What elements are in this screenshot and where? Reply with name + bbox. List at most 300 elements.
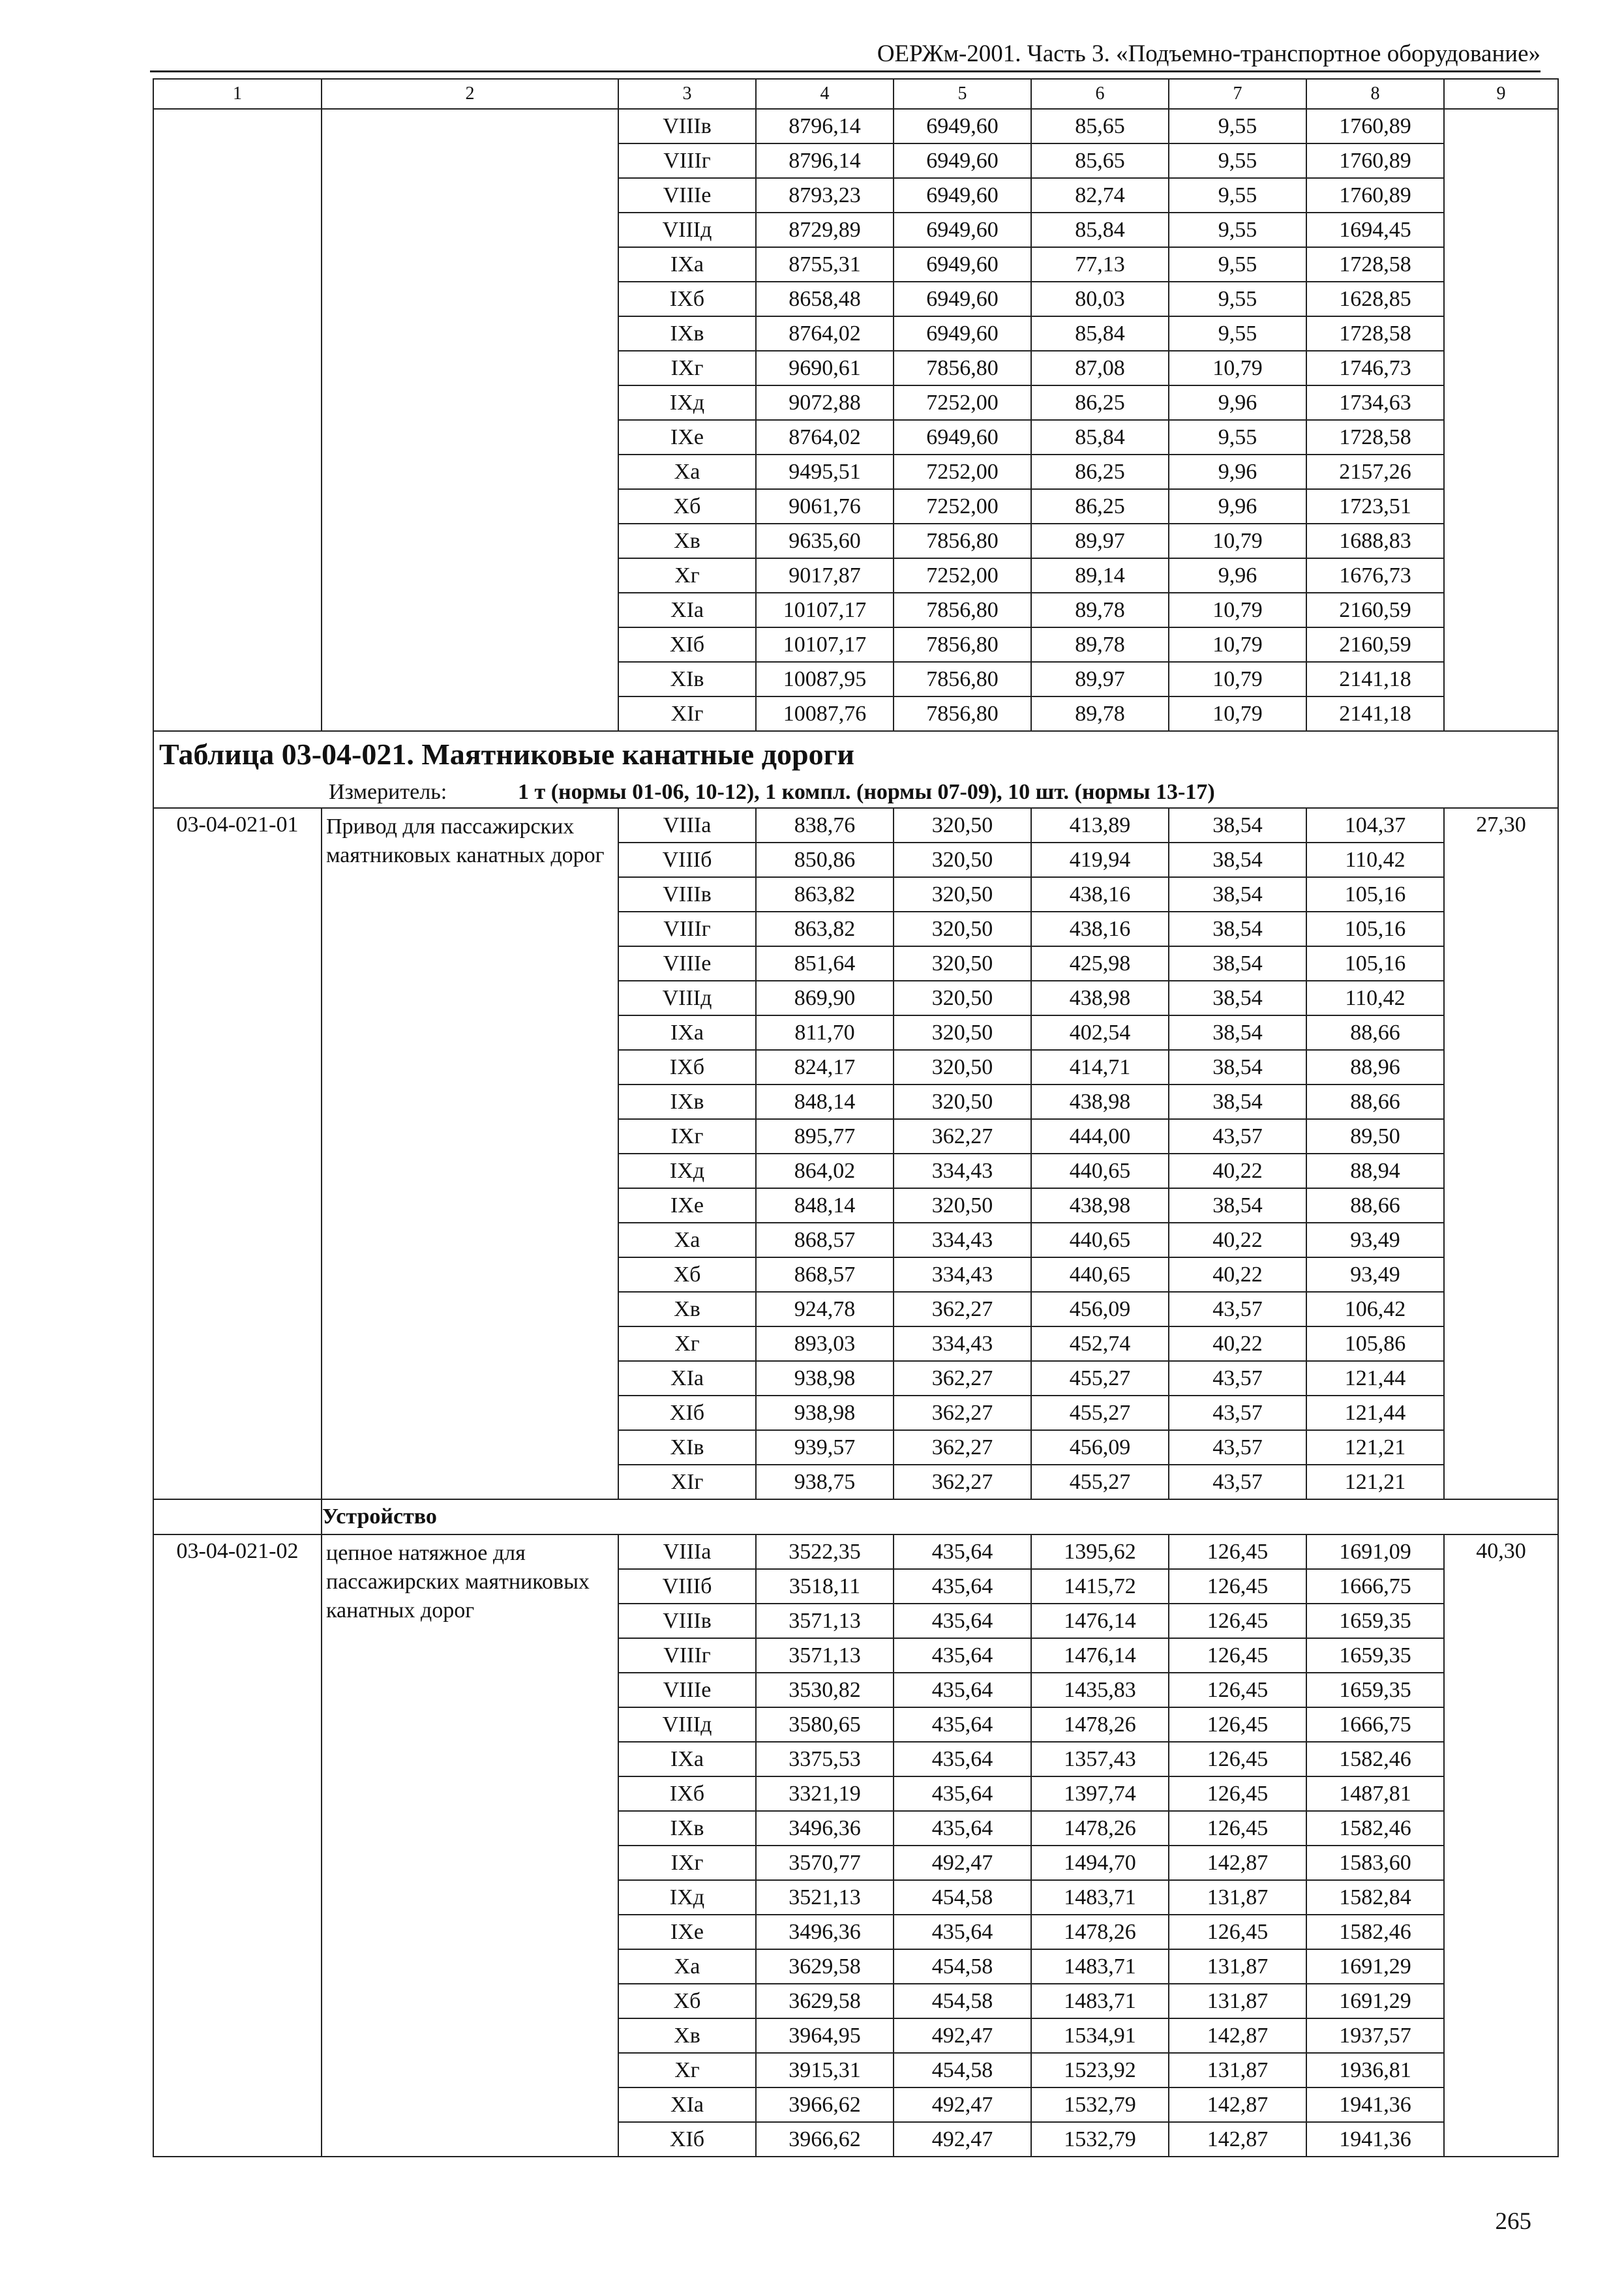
- value-cell: 334,43: [894, 1223, 1031, 1257]
- norm-code-cell: 03-04-021-01: [153, 808, 322, 1499]
- value-cell: 8796,14: [756, 143, 894, 178]
- value-cell: 320,50: [894, 1015, 1031, 1050]
- value-cell: 454,58: [894, 2053, 1031, 2087]
- value-cell: 454,58: [894, 1880, 1031, 1915]
- value-cell: 8658,48: [756, 282, 894, 316]
- zone-cell: IXе: [618, 1915, 756, 1949]
- col9-cell: 40,30: [1444, 1534, 1558, 2157]
- value-cell: 1483,71: [1031, 1949, 1169, 1984]
- value-cell: 334,43: [894, 1326, 1031, 1361]
- value-cell: 142,87: [1169, 2122, 1306, 2157]
- col-number: 3: [618, 79, 756, 109]
- value-cell: 3580,65: [756, 1707, 894, 1742]
- value-cell: 435,64: [894, 1811, 1031, 1846]
- zone-cell: VIIIа: [618, 808, 756, 843]
- table-title: Таблица 03-04-021. Маятниковые канатные дороги: [153, 731, 1558, 777]
- value-cell: 7856,80: [894, 593, 1031, 627]
- zone-cell: XIг: [618, 696, 756, 731]
- value-cell: 9,55: [1169, 213, 1306, 247]
- zone-cell: IXа: [618, 1742, 756, 1776]
- value-cell: 362,27: [894, 1119, 1031, 1154]
- value-cell: 3530,82: [756, 1673, 894, 1707]
- value-cell: 3964,95: [756, 2018, 894, 2053]
- value-cell: 6949,60: [894, 247, 1031, 282]
- value-cell: 3571,13: [756, 1638, 894, 1673]
- value-cell: 3966,62: [756, 2122, 894, 2157]
- value-cell: 1478,26: [1031, 1811, 1169, 1846]
- value-cell: 89,78: [1031, 627, 1169, 662]
- value-cell: 1666,75: [1306, 1569, 1444, 1604]
- value-cell: 1582,46: [1306, 1811, 1444, 1846]
- value-cell: 3375,53: [756, 1742, 894, 1776]
- value-cell: 105,86: [1306, 1326, 1444, 1361]
- col-number: 2: [322, 79, 618, 109]
- value-cell: 43,57: [1169, 1465, 1306, 1499]
- value-cell: 43,57: [1169, 1396, 1306, 1430]
- value-cell: 440,65: [1031, 1257, 1169, 1292]
- value-cell: 142,87: [1169, 2018, 1306, 2053]
- value-cell: 3496,36: [756, 1811, 894, 1846]
- value-cell: 93,49: [1306, 1257, 1444, 1292]
- value-cell: 435,64: [894, 1673, 1031, 1707]
- section-label: Устройство: [322, 1499, 1558, 1534]
- value-cell: 1478,26: [1031, 1915, 1169, 1949]
- value-cell: 7252,00: [894, 385, 1031, 420]
- value-cell: 9,55: [1169, 316, 1306, 351]
- value-cell: 89,78: [1031, 696, 1169, 731]
- value-cell: 9,96: [1169, 489, 1306, 524]
- zone-cell: Xв: [618, 1292, 756, 1326]
- value-cell: 3321,19: [756, 1776, 894, 1811]
- value-cell: 435,64: [894, 1707, 1031, 1742]
- value-cell: 893,03: [756, 1326, 894, 1361]
- rates-table: [153, 78, 1559, 2157]
- value-cell: 334,43: [894, 1257, 1031, 1292]
- value-cell: 6949,60: [894, 420, 1031, 455]
- value-cell: 142,87: [1169, 2087, 1306, 2122]
- value-cell: 8755,31: [756, 247, 894, 282]
- value-cell: 850,86: [756, 843, 894, 877]
- value-cell: 362,27: [894, 1292, 1031, 1326]
- value-cell: 10,79: [1169, 593, 1306, 627]
- value-cell: 9,55: [1169, 143, 1306, 178]
- zone-cell: IXб: [618, 1776, 756, 1811]
- measure-cell: [153, 777, 1558, 808]
- zone-cell: VIIIа: [618, 1534, 756, 1569]
- value-cell: 320,50: [894, 877, 1031, 912]
- value-cell: 10087,95: [756, 662, 894, 696]
- value-cell: 2141,18: [1306, 662, 1444, 696]
- value-cell: 121,44: [1306, 1396, 1444, 1430]
- value-cell: 38,54: [1169, 981, 1306, 1015]
- value-cell: 1746,73: [1306, 351, 1444, 385]
- value-cell: 85,84: [1031, 420, 1169, 455]
- value-cell: 106,42: [1306, 1292, 1444, 1326]
- value-cell: 131,87: [1169, 1880, 1306, 1915]
- value-cell: 1415,72: [1031, 1569, 1169, 1604]
- value-cell: 10107,17: [756, 593, 894, 627]
- value-cell: 1483,71: [1031, 1984, 1169, 2018]
- zone-cell: Xб: [618, 1257, 756, 1292]
- value-cell: 38,54: [1169, 1015, 1306, 1050]
- value-cell: 1478,26: [1031, 1707, 1169, 1742]
- value-cell: 435,64: [894, 1915, 1031, 1949]
- value-cell: 1688,83: [1306, 524, 1444, 558]
- value-cell: 126,45: [1169, 1569, 1306, 1604]
- value-cell: 1728,58: [1306, 316, 1444, 351]
- value-cell: 1941,36: [1306, 2087, 1444, 2122]
- value-cell: 9,96: [1169, 558, 1306, 593]
- value-cell: 320,50: [894, 843, 1031, 877]
- page-header: ОЕРЖм-2001. Часть 3. «Подъемно-транспортное оборудование»: [877, 40, 1541, 67]
- value-cell: 492,47: [894, 2087, 1031, 2122]
- value-cell: 38,54: [1169, 946, 1306, 981]
- zone-cell: IXг: [618, 351, 756, 385]
- value-cell: 320,50: [894, 1050, 1031, 1085]
- zone-cell: Xб: [618, 1984, 756, 2018]
- value-cell: 435,64: [894, 1604, 1031, 1638]
- value-cell: 8796,14: [756, 109, 894, 143]
- value-cell: 38,54: [1169, 1085, 1306, 1119]
- measure-value: 1 т (нормы 01-06, 10-12), 1 компл. (нормы 07-09), 10 шт. (нормы 13-17): [518, 780, 1215, 804]
- value-cell: 7252,00: [894, 558, 1031, 593]
- value-cell: 869,90: [756, 981, 894, 1015]
- value-cell: 1728,58: [1306, 420, 1444, 455]
- zone-cell: Xг: [618, 2053, 756, 2087]
- value-cell: 895,77: [756, 1119, 894, 1154]
- value-cell: 2141,18: [1306, 696, 1444, 731]
- value-cell: 455,27: [1031, 1465, 1169, 1499]
- value-cell: 7252,00: [894, 489, 1031, 524]
- value-cell: 1760,89: [1306, 143, 1444, 178]
- value-cell: 402,54: [1031, 1015, 1169, 1050]
- value-cell: 1395,62: [1031, 1534, 1169, 1569]
- value-cell: 435,64: [894, 1638, 1031, 1673]
- value-cell: 85,65: [1031, 143, 1169, 178]
- col9-cell: 27,30: [1444, 808, 1558, 1499]
- zone-cell: Xг: [618, 1326, 756, 1361]
- value-cell: 454,58: [894, 1949, 1031, 1984]
- value-cell: 3915,31: [756, 2053, 894, 2087]
- value-cell: 938,75: [756, 1465, 894, 1499]
- norm-name-cell: [322, 109, 618, 731]
- value-cell: 89,50: [1306, 1119, 1444, 1154]
- zone-cell: IXд: [618, 1154, 756, 1188]
- value-cell: 121,21: [1306, 1465, 1444, 1499]
- value-cell: 435,64: [894, 1742, 1031, 1776]
- zone-cell: IXа: [618, 247, 756, 282]
- value-cell: 455,27: [1031, 1361, 1169, 1396]
- value-cell: 1435,83: [1031, 1673, 1169, 1707]
- value-cell: 320,50: [894, 1085, 1031, 1119]
- zone-cell: VIIIг: [618, 143, 756, 178]
- value-cell: 6949,60: [894, 316, 1031, 351]
- value-cell: 1532,79: [1031, 2122, 1169, 2157]
- value-cell: 7856,80: [894, 524, 1031, 558]
- value-cell: 3629,58: [756, 1949, 894, 1984]
- value-cell: 38,54: [1169, 843, 1306, 877]
- value-cell: 362,27: [894, 1396, 1031, 1430]
- value-cell: 1659,35: [1306, 1638, 1444, 1673]
- value-cell: 43,57: [1169, 1361, 1306, 1396]
- value-cell: 10,79: [1169, 627, 1306, 662]
- value-cell: 80,03: [1031, 282, 1169, 316]
- value-cell: 452,74: [1031, 1326, 1169, 1361]
- value-cell: 3966,62: [756, 2087, 894, 2122]
- zone-cell: VIIIе: [618, 178, 756, 213]
- value-cell: 444,00: [1031, 1119, 1169, 1154]
- value-cell: 438,16: [1031, 912, 1169, 946]
- value-cell: 1734,63: [1306, 385, 1444, 420]
- value-cell: 1483,71: [1031, 1880, 1169, 1915]
- zone-cell: Xа: [618, 1949, 756, 1984]
- value-cell: 3570,77: [756, 1846, 894, 1880]
- zone-cell: IXб: [618, 1050, 756, 1085]
- value-cell: 88,66: [1306, 1085, 1444, 1119]
- col-number: 4: [756, 79, 894, 109]
- value-cell: 131,87: [1169, 1949, 1306, 1984]
- value-cell: 9,55: [1169, 282, 1306, 316]
- zone-cell: VIIIв: [618, 109, 756, 143]
- value-cell: 6949,60: [894, 213, 1031, 247]
- value-cell: 9495,51: [756, 455, 894, 489]
- value-cell: 455,27: [1031, 1396, 1169, 1430]
- value-cell: 10,79: [1169, 662, 1306, 696]
- zone-cell: VIIIе: [618, 1673, 756, 1707]
- value-cell: 9690,61: [756, 351, 894, 385]
- value-cell: 2157,26: [1306, 455, 1444, 489]
- norm-code-cell: 03-04-021-02: [153, 1534, 322, 2157]
- value-cell: 10107,17: [756, 627, 894, 662]
- value-cell: 77,13: [1031, 247, 1169, 282]
- zone-cell: IXв: [618, 316, 756, 351]
- value-cell: 362,27: [894, 1361, 1031, 1396]
- value-cell: 126,45: [1169, 1776, 1306, 1811]
- value-cell: 3496,36: [756, 1915, 894, 1949]
- value-cell: 110,42: [1306, 843, 1444, 877]
- value-cell: 1659,35: [1306, 1673, 1444, 1707]
- value-cell: 1676,73: [1306, 558, 1444, 593]
- value-cell: 104,37: [1306, 808, 1444, 843]
- zone-cell: IXв: [618, 1085, 756, 1119]
- value-cell: 863,82: [756, 912, 894, 946]
- value-cell: 9072,88: [756, 385, 894, 420]
- value-cell: 868,57: [756, 1257, 894, 1292]
- value-cell: 86,25: [1031, 455, 1169, 489]
- value-cell: 7252,00: [894, 455, 1031, 489]
- value-cell: 320,50: [894, 808, 1031, 843]
- value-cell: 1936,81: [1306, 2053, 1444, 2087]
- zone-cell: XIб: [618, 627, 756, 662]
- value-cell: 38,54: [1169, 1050, 1306, 1085]
- value-cell: 9,55: [1169, 420, 1306, 455]
- value-cell: 848,14: [756, 1085, 894, 1119]
- value-cell: 7856,80: [894, 627, 1031, 662]
- value-cell: 924,78: [756, 1292, 894, 1326]
- value-cell: 85,84: [1031, 213, 1169, 247]
- empty-cell: [153, 1499, 322, 1534]
- value-cell: 88,94: [1306, 1154, 1444, 1188]
- col-number: 7: [1169, 79, 1306, 109]
- value-cell: 1494,70: [1031, 1846, 1169, 1880]
- value-cell: 863,82: [756, 877, 894, 912]
- col9-cell: [1444, 109, 1558, 731]
- col-number: 5: [894, 79, 1031, 109]
- value-cell: 126,45: [1169, 1534, 1306, 1569]
- value-cell: 89,78: [1031, 593, 1169, 627]
- zone-cell: XIб: [618, 2122, 756, 2157]
- col-number: 1: [153, 79, 322, 109]
- value-cell: 320,50: [894, 946, 1031, 981]
- value-cell: 9,96: [1169, 385, 1306, 420]
- col-number: 9: [1444, 79, 1558, 109]
- value-cell: 3571,13: [756, 1604, 894, 1638]
- zone-cell: XIв: [618, 1430, 756, 1465]
- zone-cell: XIа: [618, 593, 756, 627]
- value-cell: 864,02: [756, 1154, 894, 1188]
- zone-cell: IXг: [618, 1119, 756, 1154]
- value-cell: 10,79: [1169, 351, 1306, 385]
- value-cell: 3521,13: [756, 1880, 894, 1915]
- value-cell: 126,45: [1169, 1811, 1306, 1846]
- value-cell: 105,16: [1306, 946, 1444, 981]
- zone-cell: Xг: [618, 558, 756, 593]
- value-cell: 38,54: [1169, 877, 1306, 912]
- value-cell: 1659,35: [1306, 1604, 1444, 1638]
- value-cell: 1666,75: [1306, 1707, 1444, 1742]
- table-row: [153, 1534, 1558, 1569]
- norm-code-cell: [153, 109, 322, 731]
- value-cell: 1487,81: [1306, 1776, 1444, 1811]
- value-cell: 126,45: [1169, 1707, 1306, 1742]
- value-cell: 320,50: [894, 912, 1031, 946]
- value-cell: 2160,59: [1306, 593, 1444, 627]
- value-cell: 38,54: [1169, 912, 1306, 946]
- value-cell: 824,17: [756, 1050, 894, 1085]
- value-cell: 848,14: [756, 1188, 894, 1223]
- value-cell: 456,09: [1031, 1292, 1169, 1326]
- value-cell: 40,22: [1169, 1326, 1306, 1361]
- value-cell: 838,76: [756, 808, 894, 843]
- zone-cell: XIа: [618, 2087, 756, 2122]
- value-cell: 320,50: [894, 981, 1031, 1015]
- value-cell: 1523,92: [1031, 2053, 1169, 2087]
- value-cell: 413,89: [1031, 808, 1169, 843]
- value-cell: 9017,87: [756, 558, 894, 593]
- zone-cell: VIIIд: [618, 213, 756, 247]
- value-cell: 1582,46: [1306, 1915, 1444, 1949]
- value-cell: 88,66: [1306, 1188, 1444, 1223]
- value-cell: 6949,60: [894, 143, 1031, 178]
- value-cell: 3522,35: [756, 1534, 894, 1569]
- zone-cell: XIг: [618, 1465, 756, 1499]
- value-cell: 88,96: [1306, 1050, 1444, 1085]
- value-cell: 320,50: [894, 1188, 1031, 1223]
- value-cell: 9635,60: [756, 524, 894, 558]
- value-cell: 40,22: [1169, 1154, 1306, 1188]
- value-cell: 9,55: [1169, 109, 1306, 143]
- value-cell: 1582,84: [1306, 1880, 1444, 1915]
- value-cell: 1476,14: [1031, 1638, 1169, 1673]
- value-cell: 8793,23: [756, 178, 894, 213]
- zone-cell: VIIIб: [618, 843, 756, 877]
- value-cell: 126,45: [1169, 1604, 1306, 1638]
- zone-cell: VIIIд: [618, 981, 756, 1015]
- value-cell: 1760,89: [1306, 178, 1444, 213]
- zone-cell: Xб: [618, 489, 756, 524]
- value-cell: 438,98: [1031, 1188, 1169, 1223]
- value-cell: 939,57: [756, 1430, 894, 1465]
- value-cell: 435,64: [894, 1534, 1031, 1569]
- value-cell: 438,98: [1031, 981, 1169, 1015]
- value-cell: 86,25: [1031, 385, 1169, 420]
- section-row: [153, 1499, 1558, 1534]
- value-cell: 131,87: [1169, 2053, 1306, 2087]
- zone-cell: IXг: [618, 1846, 756, 1880]
- value-cell: 851,64: [756, 946, 894, 981]
- zone-cell: IXд: [618, 1880, 756, 1915]
- value-cell: 10087,76: [756, 696, 894, 731]
- value-cell: 121,44: [1306, 1361, 1444, 1396]
- zone-cell: VIIIе: [618, 946, 756, 981]
- value-cell: 9,96: [1169, 455, 1306, 489]
- value-cell: 38,54: [1169, 808, 1306, 843]
- value-cell: 82,74: [1031, 178, 1169, 213]
- value-cell: 126,45: [1169, 1673, 1306, 1707]
- zone-cell: Xв: [618, 524, 756, 558]
- value-cell: 121,21: [1306, 1430, 1444, 1465]
- zone-cell: IXе: [618, 420, 756, 455]
- norm-name-cell: Привод для пассажирских маятниковых канатных дорог: [322, 808, 618, 1499]
- value-cell: 1583,60: [1306, 1846, 1444, 1880]
- value-cell: 938,98: [756, 1396, 894, 1430]
- zone-cell: VIIIг: [618, 912, 756, 946]
- value-cell: 938,98: [756, 1361, 894, 1396]
- zone-cell: XIб: [618, 1396, 756, 1430]
- value-cell: 9,55: [1169, 247, 1306, 282]
- zone-cell: IXд: [618, 385, 756, 420]
- zone-cell: IXв: [618, 1811, 756, 1846]
- zone-cell: VIIIд: [618, 1707, 756, 1742]
- col-number: 8: [1306, 79, 1444, 109]
- value-cell: 126,45: [1169, 1638, 1306, 1673]
- value-cell: 811,70: [756, 1015, 894, 1050]
- value-cell: 10,79: [1169, 696, 1306, 731]
- value-cell: 6949,60: [894, 109, 1031, 143]
- value-cell: 1691,09: [1306, 1534, 1444, 1569]
- value-cell: 440,65: [1031, 1154, 1169, 1188]
- value-cell: 3629,58: [756, 1984, 894, 2018]
- value-cell: 6949,60: [894, 178, 1031, 213]
- zone-cell: XIа: [618, 1361, 756, 1396]
- table-row: [153, 109, 1558, 143]
- value-cell: 10,79: [1169, 524, 1306, 558]
- value-cell: 1760,89: [1306, 109, 1444, 143]
- value-cell: 1532,79: [1031, 2087, 1169, 2122]
- value-cell: 1534,91: [1031, 2018, 1169, 2053]
- value-cell: 1476,14: [1031, 1604, 1169, 1638]
- zone-cell: IXа: [618, 1015, 756, 1050]
- value-cell: 9,55: [1169, 178, 1306, 213]
- value-cell: 454,58: [894, 1984, 1031, 2018]
- zone-cell: IXе: [618, 1188, 756, 1223]
- value-cell: 1691,29: [1306, 1984, 1444, 2018]
- value-cell: 1694,45: [1306, 213, 1444, 247]
- zone-cell: VIIIб: [618, 1569, 756, 1604]
- value-cell: 1728,58: [1306, 247, 1444, 282]
- norm-name-cell: цепное натяжное для пассажирских маятниковых канатных дорог: [322, 1534, 618, 2157]
- value-cell: 126,45: [1169, 1742, 1306, 1776]
